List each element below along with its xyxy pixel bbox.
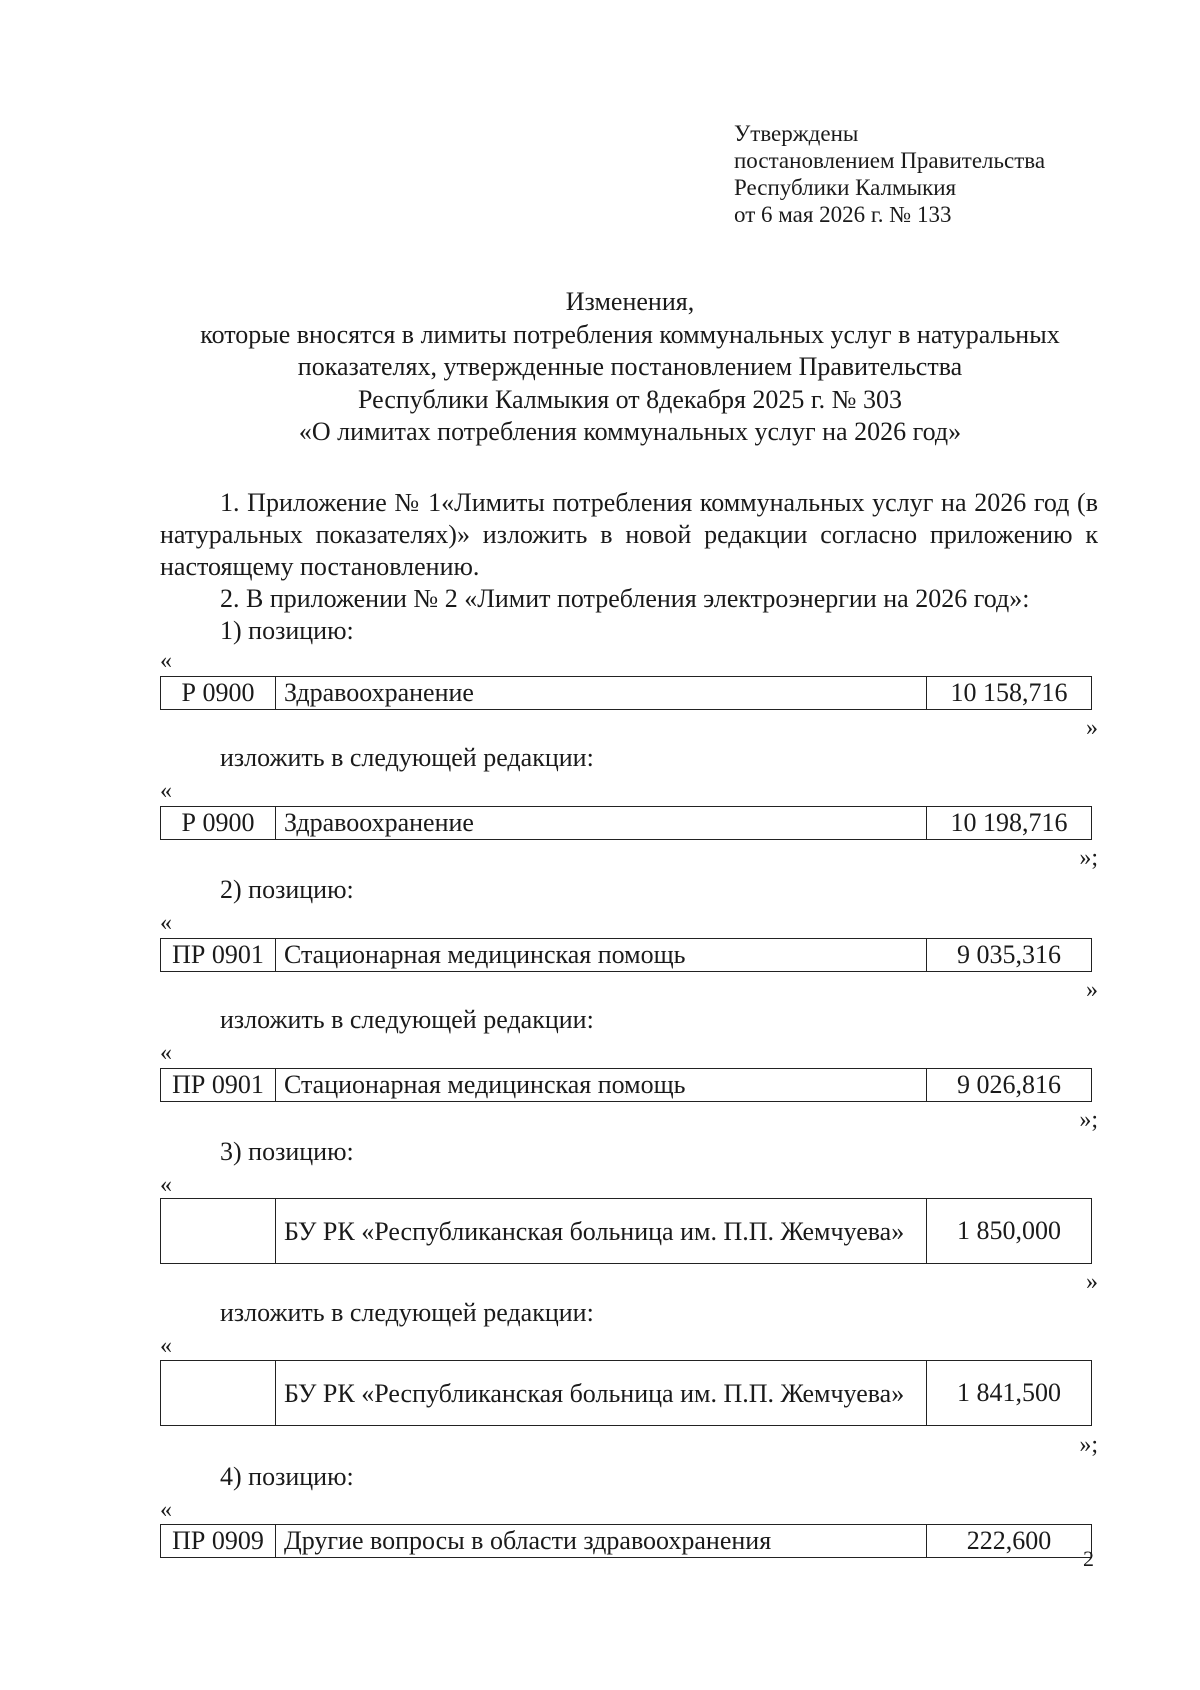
- table-cell-value: 10 158,716: [927, 677, 1092, 710]
- table-cell-code: ПР 0901: [161, 1069, 276, 1102]
- table-cell-code: ПР 0909: [161, 1525, 276, 1558]
- quote-open: «: [160, 1497, 172, 1523]
- document-title: [150, 286, 1110, 449]
- table-cell-value: 1 841,500: [927, 1361, 1092, 1426]
- quote-close: »;: [1079, 845, 1098, 871]
- table-cell-code: Р 0900: [161, 677, 276, 710]
- table-cell-name: Стационарная медицинская помощь: [276, 939, 927, 972]
- approval-line: от 6 мая 2026 г. № 133: [734, 202, 952, 227]
- table-row: [161, 807, 1092, 840]
- approval-line: Республики Калмыкия: [734, 175, 957, 200]
- table-cell-value: 222,600: [927, 1525, 1092, 1558]
- quote-open: «: [160, 648, 172, 674]
- position-table-new: [160, 1360, 1092, 1426]
- paragraph-2: 2. В приложении № 2 «Лимит потребления электроэнергии на 2026 год»:: [220, 584, 1030, 613]
- replace-label: изложить в следующей редакции:: [220, 1005, 594, 1034]
- position-label: 1) позицию:: [220, 616, 354, 645]
- position-label: 4) позицию:: [220, 1462, 354, 1491]
- table-cell-name: Другие вопросы в области здравоохранения: [276, 1525, 927, 1558]
- paragraph-1: 1. Приложение № 1«Лимиты потребления коммунальных услуг на 2026 год (в натуральных показателях)» изложить в новой редакции согласно приложению к настоящему постановлению.: [160, 488, 1098, 581]
- table-cell-name: БУ РК «Республиканская больница им. П.П. Жемчуева»: [276, 1361, 927, 1426]
- position-table-old: [160, 1198, 1092, 1264]
- approval-block: [734, 120, 1045, 228]
- quote-open: «: [160, 910, 172, 936]
- position-table-new: [160, 1068, 1092, 1102]
- table-cell-name: БУ РК «Республиканская больница им. П.П. Жемчуева»: [276, 1199, 927, 1264]
- position-table-new: [160, 806, 1092, 840]
- position-label: 3) позицию:: [220, 1137, 354, 1166]
- approval-line: постановлением Правительства: [734, 148, 1046, 173]
- table-cell-value: 9 026,816: [927, 1069, 1092, 1102]
- quote-open: «: [160, 1333, 172, 1359]
- table-cell-code: ПР 0901: [161, 939, 276, 972]
- table-row: [161, 1199, 1092, 1264]
- quote-open: «: [160, 778, 172, 804]
- title-line: которые вносятся в лимиты потребления коммунальных услуг в натуральных: [200, 319, 1060, 349]
- title-line: показателях, утвержденные постановлением Правительства: [297, 352, 963, 381]
- position-table-old: [160, 676, 1092, 710]
- table-cell-value: 10 198,716: [927, 807, 1092, 840]
- table-cell-code: Р 0900: [161, 807, 276, 840]
- table-row: [161, 1361, 1092, 1426]
- title-line: Республики Калмыкия от 8декабря 2025 г. № 303: [358, 384, 902, 414]
- quote-open: «: [160, 1172, 172, 1198]
- table-row: [161, 1069, 1092, 1102]
- quote-close: »;: [1079, 1432, 1098, 1458]
- quote-open: «: [160, 1040, 172, 1066]
- table-row: [161, 939, 1092, 972]
- quote-close: »: [1086, 1269, 1098, 1295]
- position-label: 2) позицию:: [220, 875, 354, 904]
- table-row: [161, 1525, 1092, 1558]
- table-cell-code: [161, 1361, 276, 1426]
- position-table-old: [160, 1524, 1092, 1558]
- replace-label: изложить в следующей редакции:: [220, 743, 594, 772]
- quote-close: »: [1086, 977, 1098, 1003]
- approval-line: Утверждены: [734, 121, 859, 146]
- position-table-old: [160, 938, 1092, 972]
- table-cell-value: 9 035,316: [927, 939, 1092, 972]
- title-line: «О лимитах потребления коммунальных услуг на 2026 год»: [298, 417, 962, 446]
- title-line: Изменения,: [565, 287, 695, 316]
- replace-label: изложить в следующей редакции:: [220, 1298, 594, 1327]
- quote-close: »: [1086, 715, 1098, 741]
- quote-close: »;: [1079, 1107, 1098, 1133]
- table-cell-code: [161, 1199, 276, 1264]
- table-row: [161, 677, 1092, 710]
- table-cell-value: 1 850,000: [927, 1199, 1092, 1264]
- table-cell-name: Здравоохранение: [276, 807, 927, 840]
- table-cell-name: Стационарная медицинская помощь: [276, 1069, 927, 1102]
- table-cell-name: Здравоохранение: [276, 677, 927, 710]
- page-number: 2: [1083, 1546, 1094, 1571]
